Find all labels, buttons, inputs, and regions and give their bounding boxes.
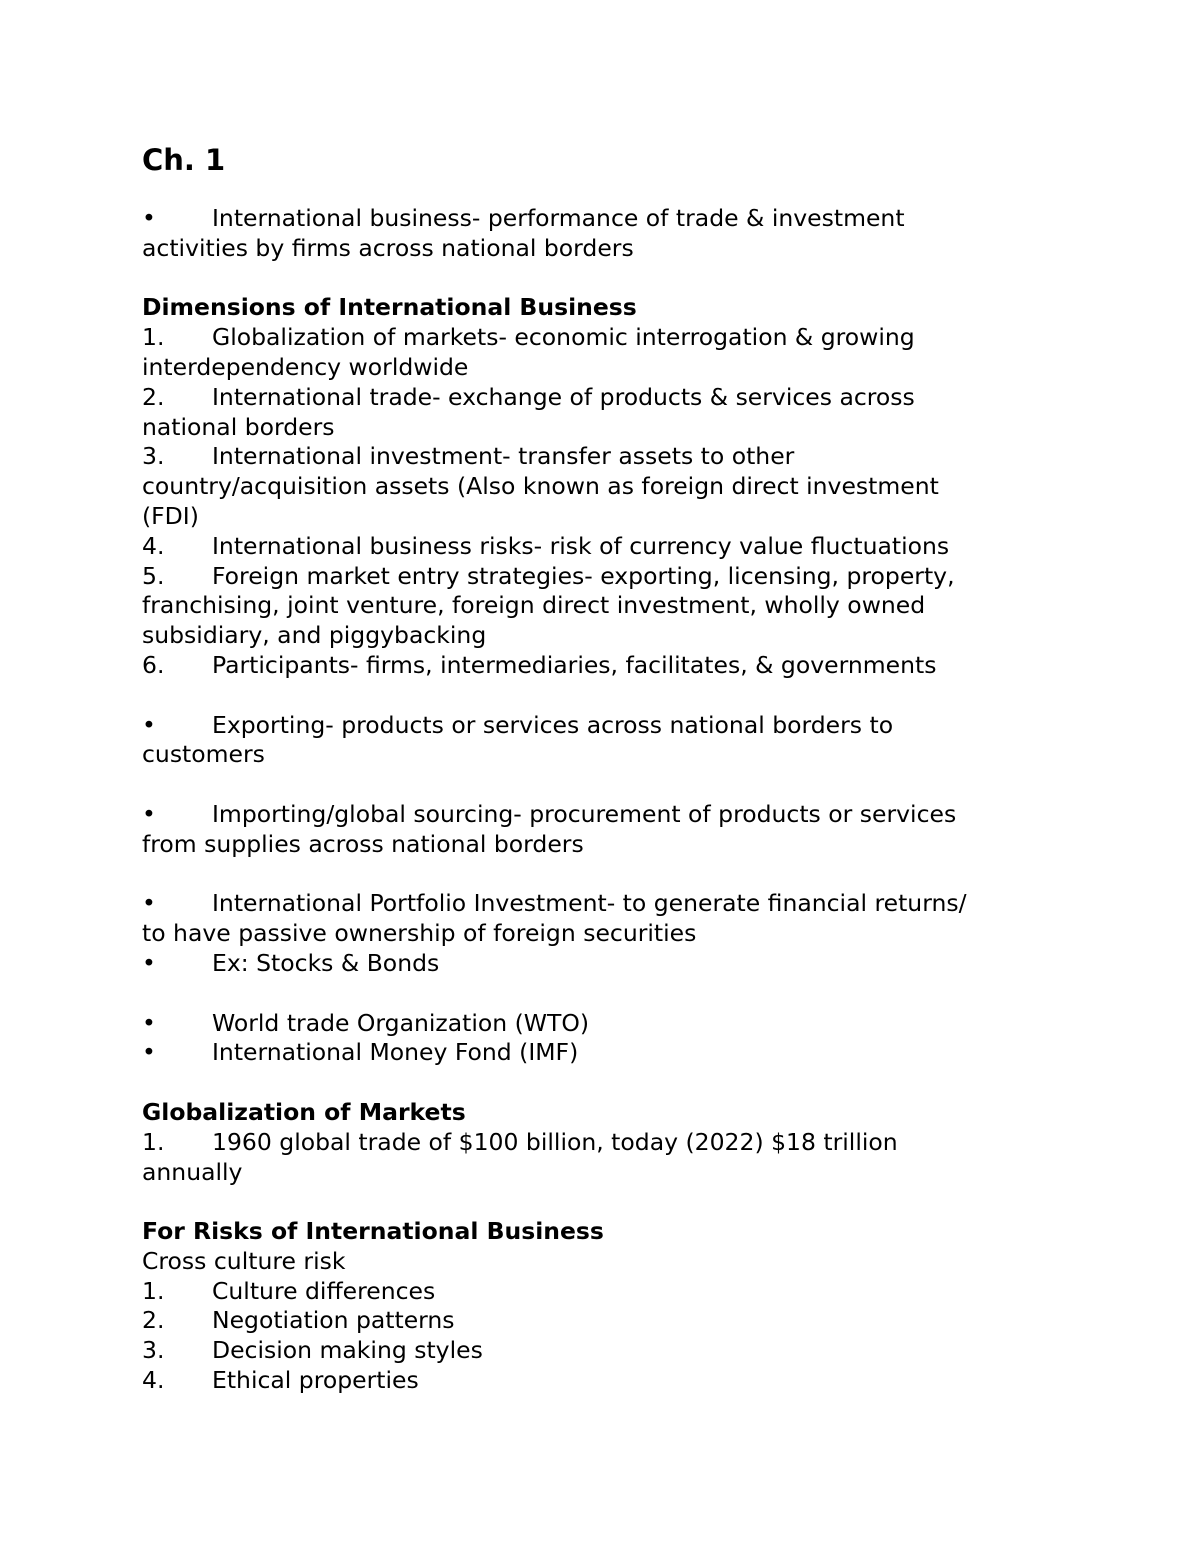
- section-heading-globalization: Globalization of Markets: [142, 1097, 466, 1126]
- number-marker: 4.: [142, 1366, 165, 1395]
- item-text: Foreign market entry strategies- exporting, licensing, property,: [212, 561, 955, 590]
- number-marker: 3.: [142, 1336, 165, 1365]
- list-item: [142, 1038, 1042, 1068]
- list-item: [142, 383, 1042, 413]
- section-subheading: Cross culture risk: [142, 1246, 346, 1275]
- number-marker: 3.: [142, 442, 165, 471]
- item-continuation: to have passive ownership of foreign securities: [142, 919, 697, 948]
- item-text: Decision making styles: [212, 1336, 483, 1365]
- number-marker: 6.: [142, 650, 165, 679]
- item-continuation: activities by firms across national borders: [142, 233, 634, 262]
- spacer: [142, 1187, 1042, 1217]
- item-text: Negotiation patterns: [212, 1306, 455, 1335]
- list-item: [142, 889, 1042, 919]
- page-title: Ch. 1: [142, 143, 226, 177]
- bullet-marker: •: [142, 799, 156, 828]
- item-text: Globalization of markets- economic interrogation & growing: [212, 323, 915, 352]
- item-text: International trade- exchange of products & services across: [212, 382, 915, 411]
- number-marker: 5.: [142, 561, 165, 590]
- item-text: Participants- firms, intermediaries, facilitates, & governments: [212, 650, 937, 679]
- bullet-marker: •: [142, 1008, 156, 1037]
- item-text: International Portfolio Investment- to generate financial returns/: [212, 889, 967, 918]
- spacer: [142, 681, 1042, 711]
- item-continuation: from supplies across national borders: [142, 829, 584, 858]
- list-item: [142, 204, 1042, 234]
- item-continuation: interdependency worldwide: [142, 352, 469, 381]
- list-item: [142, 323, 1042, 353]
- item-text: International Money Fond (IMF): [212, 1038, 579, 1067]
- item-continuation: annually: [142, 1157, 243, 1186]
- item-text: Ex: Stocks & Bonds: [212, 948, 440, 977]
- number-marker: 2.: [142, 382, 165, 411]
- list-item: [142, 711, 1042, 741]
- bullet-marker: •: [142, 1038, 156, 1067]
- list-item: [142, 532, 1042, 562]
- number-marker: 4.: [142, 531, 165, 560]
- number-marker: 1.: [142, 1276, 165, 1305]
- spacer: [142, 860, 1042, 890]
- item-text: Importing/global sourcing- procurement of products or services: [212, 799, 957, 828]
- item-text: 1960 global trade of $100 billion, today (2022) $18 trillion: [212, 1127, 898, 1156]
- bullet-marker: •: [142, 889, 156, 918]
- number-marker: 1.: [142, 323, 165, 352]
- spacer: [142, 979, 1042, 1009]
- spacer: [142, 1068, 1042, 1098]
- list-item: [142, 1128, 1042, 1158]
- list-item: [142, 562, 1042, 592]
- number-marker: 1.: [142, 1127, 165, 1156]
- bullet-marker: •: [142, 204, 156, 232]
- item-text: International business- performance of trade & investment: [212, 204, 905, 232]
- item-continuation: (FDI): [142, 501, 199, 530]
- document-page: [142, 140, 1042, 1396]
- item-continuation: customers: [142, 740, 265, 769]
- section-heading-dimensions: Dimensions of International Business: [142, 293, 637, 322]
- number-marker: 2.: [142, 1306, 165, 1335]
- item-continuation: national borders: [142, 412, 335, 441]
- item-text: Ethical properties: [212, 1366, 419, 1395]
- item-continuation: franchising, joint venture, foreign direct investment, wholly owned: [142, 591, 926, 620]
- list-item: [142, 949, 1042, 979]
- item-text: Exporting- products or services across national borders to: [212, 710, 894, 739]
- item-text: International investment- transfer assets to other: [212, 442, 795, 471]
- item-text: International business risks- risk of currency value fluctuations: [212, 531, 950, 560]
- item-text: World trade Organization (WTO): [212, 1008, 590, 1037]
- list-item: [142, 1277, 1042, 1307]
- item-continuation: country/acquisition assets (Also known as foreign direct investment: [142, 472, 939, 501]
- bullet-marker: •: [142, 710, 156, 739]
- list-item: [142, 1009, 1042, 1039]
- list-item: [142, 1336, 1042, 1366]
- spacer: [142, 264, 1042, 294]
- section-heading-risks: For Risks of International Business: [142, 1217, 604, 1246]
- list-item: [142, 442, 1042, 472]
- bullet-marker: •: [142, 948, 156, 977]
- spacer: [142, 770, 1042, 800]
- list-item: [142, 651, 1042, 681]
- list-item: [142, 800, 1042, 830]
- list-item: [142, 1306, 1042, 1336]
- list-item: [142, 1366, 1042, 1396]
- item-text: Culture differences: [212, 1276, 436, 1305]
- item-continuation: subsidiary, and piggybacking: [142, 621, 487, 650]
